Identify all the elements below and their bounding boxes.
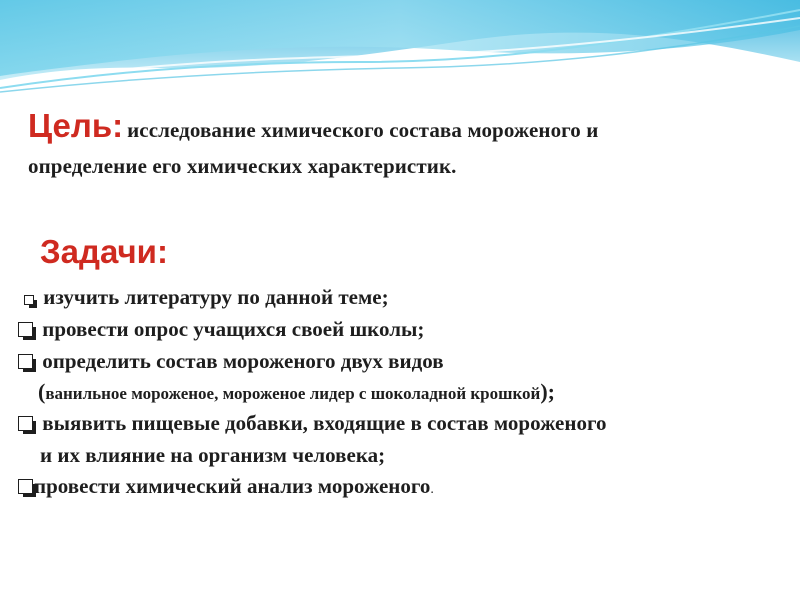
wave-decoration <box>0 0 800 110</box>
task-item-3-detail-text: ванильное мороженое, мороженое лидер с шоколадной крошкой <box>45 384 541 403</box>
goal-line-2 <box>28 154 457 179</box>
task-item-5-text: провести химический анализ мороженого <box>34 474 431 498</box>
task-item-3 <box>18 351 444 372</box>
task-item-4-text: выявить пищевые добавки, входящие в состав мороженого <box>42 411 607 435</box>
task-item-5 <box>18 476 434 497</box>
task-item-4-text-cont: и их влияние на организм человека; <box>40 443 386 467</box>
task-item-3-detail <box>38 381 555 403</box>
task-item-4 <box>18 413 606 434</box>
task-item-1-text: изучить литературу по данной теме; <box>43 285 389 309</box>
goal-text-line-1: исследование химического состава мороженого и <box>127 118 599 142</box>
square-bullet-icon <box>18 416 33 431</box>
task-item-2-text: провести опрос учащихся своей школы; <box>42 317 425 341</box>
square-bullet-icon <box>18 354 33 369</box>
goal-label: Цель: <box>28 107 124 144</box>
paren-open: ( <box>38 379 46 404</box>
task-item-2 <box>18 319 424 340</box>
square-bullet-icon <box>18 479 33 494</box>
task-item-3-text: определить состав мороженого двух видов <box>42 349 444 373</box>
tasks-heading: Задачи: <box>40 233 168 270</box>
goal-text-line-2: определение его химических характеристик. <box>28 154 457 178</box>
square-bullet-icon <box>18 322 33 337</box>
square-bullet-icon <box>24 295 34 305</box>
goal-line-1 <box>28 107 598 145</box>
paren-close: ); <box>540 379 555 404</box>
task-item-5-end: . <box>430 482 434 497</box>
task-item-1 <box>24 287 389 308</box>
task-item-4-cont <box>40 445 385 466</box>
